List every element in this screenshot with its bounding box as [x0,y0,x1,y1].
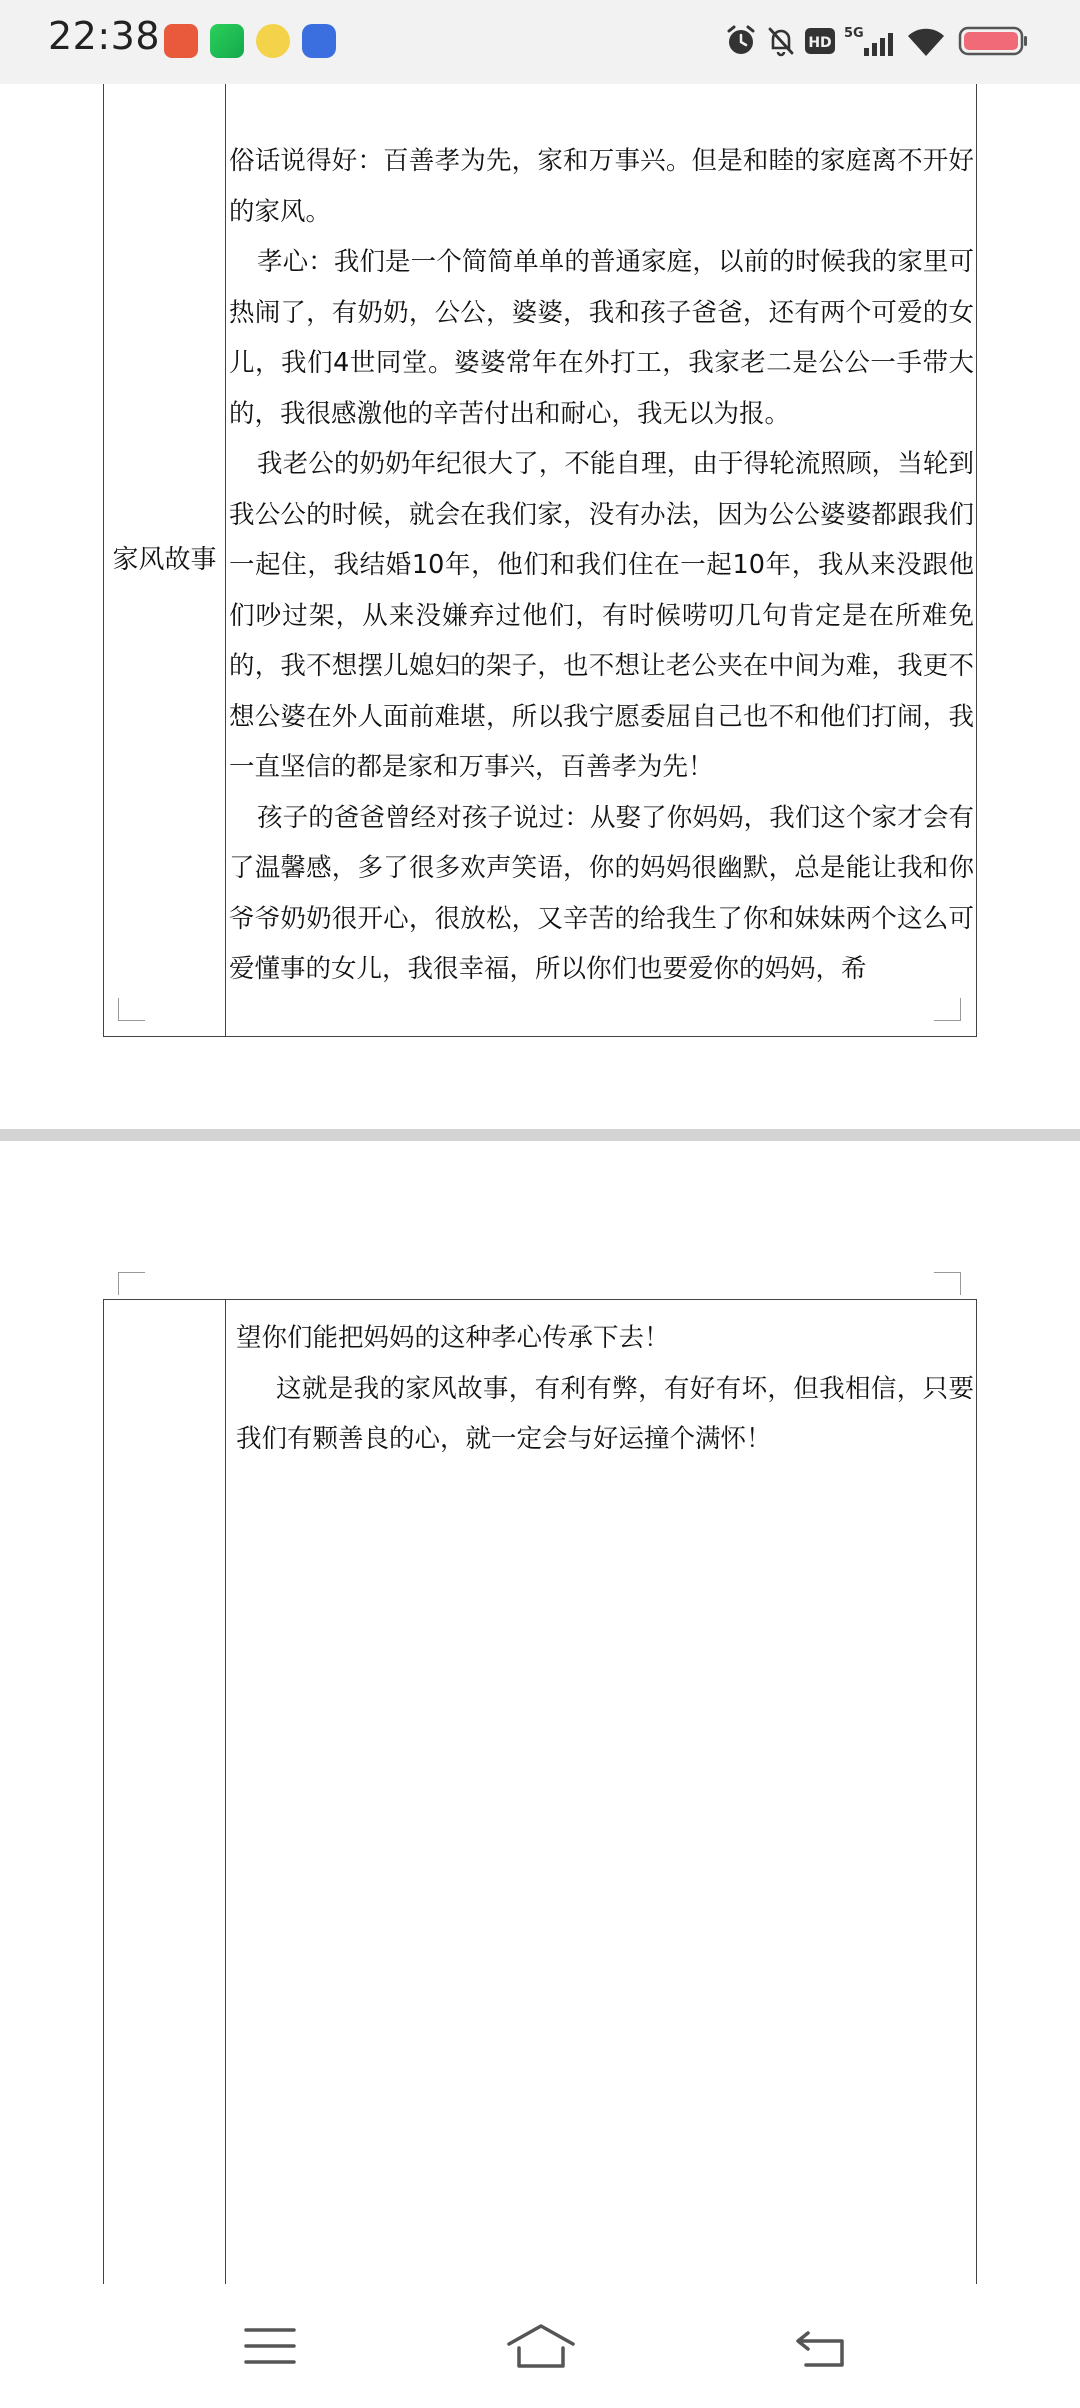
menu-button[interactable] [240,2320,300,2372]
app-notification-icon-3 [256,24,290,58]
paragraph: 孝心：我们是一个简简单单的普通家庭，以前的时候我的家里可热闹了，有奶奶，公公，婆婆，我和孩子爸爸，还有两个可爱的女儿，我们4世同堂。婆婆常年在外打工，我家老二是公公一手带大的，我很感激他的辛苦付出和耐心，我无以为报。 [229,247,974,429]
story-table-page-2 [103,1299,977,2299]
paragraph: 望你们能把妈妈的这种孝心传承下去！ [236,1323,670,1353]
column-divider [225,84,226,1036]
bell-muted-icon [764,24,798,58]
app-notification-icon-1 [164,24,198,58]
story-text-cell [236,1313,974,1465]
app-notification-icon-4 [302,24,336,58]
navigation-bar [0,2284,1080,2408]
menu-icon [244,2326,296,2366]
status-bar [0,0,1080,84]
app-notification-icon-2 [210,24,244,58]
home-button[interactable] [505,2320,577,2372]
paragraph: 这就是我的家风故事，有利有弊，有好有坏，但我相信，只要我们有颗善良的心，就一定会与好运撞个满怀！ [236,1373,974,1454]
crop-mark [934,1272,961,1295]
page-separator [0,1129,1080,1141]
hd-label: HD [808,35,832,51]
paragraph: 我老公的奶奶年纪很大了，不能自理，由于得轮流照顾，当轮到我公公的时候，就会在我们家，没有办法，因为公公婆婆都跟我们一起住，我结婚10年，他们和我们住在一起10年，我从来没跟他们吵过架，从来没嫌弃过他们，有时候唠叨几句肯定是在所难免的，我不想摆儿媳妇的架子，也不想让老公夹在中间为难，我更不想公婆在外人面前难堪，所以我宁愿委屈自己也不和他们打闹，我一直坚信的都是家和万事兴，百善孝为先！ [229,449,974,782]
back-icon [794,2323,850,2369]
crop-mark [934,998,961,1021]
crop-mark [118,1272,145,1295]
story-text-cell [229,136,974,995]
column-divider [225,1300,226,2299]
crop-mark [118,998,145,1021]
alarm-icon [724,24,758,58]
row-label: 家风故事 [112,545,217,575]
signal-5g-icon [844,24,896,58]
wifi-icon [906,24,946,58]
story-table-page-1 [103,84,977,1037]
back-button[interactable] [792,2320,852,2372]
home-icon [505,2322,577,2370]
paragraph: 俗话说得好：百善孝为先，家和万事兴。但是和睦的家庭离不开好的家风。 [229,146,974,227]
document-viewer[interactable] [0,84,1080,2284]
paragraph: 孩子的爸爸曾经对孩子说过：从娶了你妈妈，我们这个家才会有了温馨感，多了很多欢声笑语，你的妈妈很幽默，总是能让我和你爷爷奶奶很开心，很放松，又辛苦的给我生了你和妹妹两个这么可爱懂事的女儿，我很幸福，所以你们也要爱你的妈妈，希 [229,802,974,984]
status-time: 22:38 [48,14,161,58]
network-label: 5G [844,26,864,41]
battery-icon [958,24,1028,58]
hd-icon [804,24,836,58]
